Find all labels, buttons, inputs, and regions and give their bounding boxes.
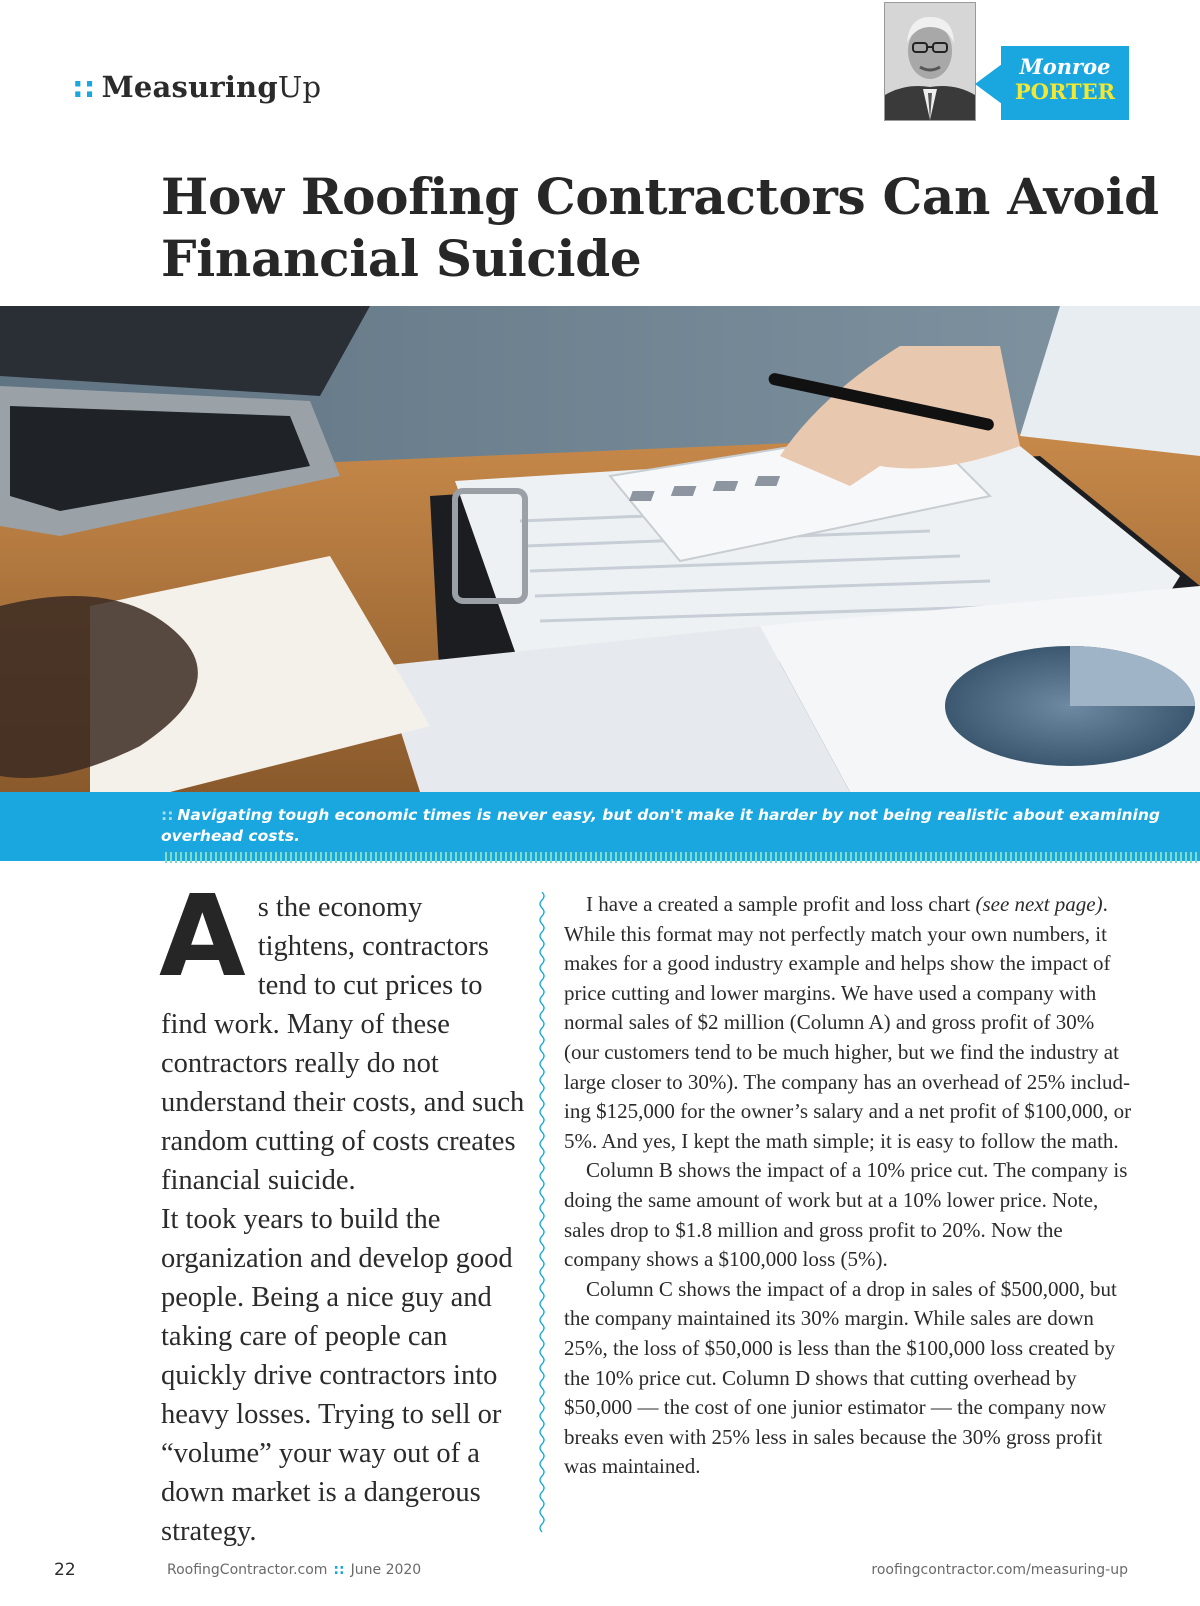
caption-dots: :: xyxy=(161,806,174,824)
footer-date: June 2020 xyxy=(350,1562,422,1578)
page-number: 22 xyxy=(54,1560,76,1580)
section-label-bold: Measuring xyxy=(101,70,278,104)
footer-dots: :: xyxy=(333,1562,345,1578)
column-divider xyxy=(538,892,546,1534)
footer-url: roofingcontractor.com/measuring-up xyxy=(871,1562,1128,1578)
body-paragraph-1-text-b: . While this format may not perfectly match your own numbers, it makes for a good industry example and helps show the impact of price cutting and lower margins. We have used a company with normal sales of $2 million (Column A) and gross profit of 30% (our customers tend to be much higher, but we find the industry at large closer to 30%). The company has an overhead of 25% includ-ing $125,000 for the owner’s salary and a net profit of $100,000, or 5%. And yes, I kept the math simple; it is easy to follow the math. xyxy=(564,892,1132,1153)
section-label-regular: Up xyxy=(277,70,322,104)
article-title-line1: How Roofing Contractors Can Avoid xyxy=(161,167,1159,226)
photo-caption xyxy=(161,805,1191,868)
section-label xyxy=(72,70,321,104)
see-next-page-reference: (see next page) xyxy=(975,892,1103,916)
lead-paragraph-1: s the economy tightens, contractors tend to cut prices to find work. Many of these contractors really do not understand their costs, and such random cutting of costs creates financial suicide. xyxy=(161,892,525,1196)
article-title-line2: Financial Suicide xyxy=(161,229,642,288)
footer-publication xyxy=(167,1562,421,1578)
hero-photo xyxy=(0,306,1200,792)
author-photo xyxy=(884,2,976,121)
caption-hatch-decoration xyxy=(165,852,1200,863)
article-body-column xyxy=(564,890,1132,1482)
caption-text: Navigating tough economic times is never easy, but don't make it harder by not being realistic about examining overhead costs. xyxy=(161,806,1160,845)
drop-cap: A xyxy=(159,872,246,1002)
section-dots: :: xyxy=(72,70,96,104)
lead-paragraph-2: It took years to build the organization and develop good people. Being a nice guy and taking care of people can quickly drive contractors into heavy losses. Trying to sell or “volume” your way out of a down market is a dangerous strategy. xyxy=(161,1204,513,1547)
author-last-name: PORTER xyxy=(1014,79,1116,104)
body-paragraph-1-text-a: I have a created a sample profit and loss chart xyxy=(586,892,976,916)
author-first-name: Monroe xyxy=(1019,54,1111,79)
article-title xyxy=(161,166,1161,290)
body-paragraph-1 xyxy=(564,890,1132,1156)
body-paragraph-3: Column C shows the impact of a drop in sales of $500,000, but the company maintained its 30% margin. While sales are down 25%, the loss of $50,000 is less than the $100,000 loss created by the 10% price cut. Column D shows that cutting overhead by $50,000 — the cost of one junior estimator — the company now breaks even with 25% less in sales because the 30% gross profit was maintained. xyxy=(564,1276,1117,1479)
author-name-tag xyxy=(1001,46,1129,120)
body-paragraph-2: Column B shows the impact of a 10% price cut. The company is doing the same amount of work but at a 10% lower price. Note, sales drop to $1.8 million and gross profit to 20%. Now the company shows a $100,000 loss (5%). xyxy=(564,1158,1128,1272)
article-lead-column xyxy=(159,872,526,1551)
footer-site: RoofingContractor.com xyxy=(167,1562,328,1578)
photo-caption-bar xyxy=(0,792,1200,861)
